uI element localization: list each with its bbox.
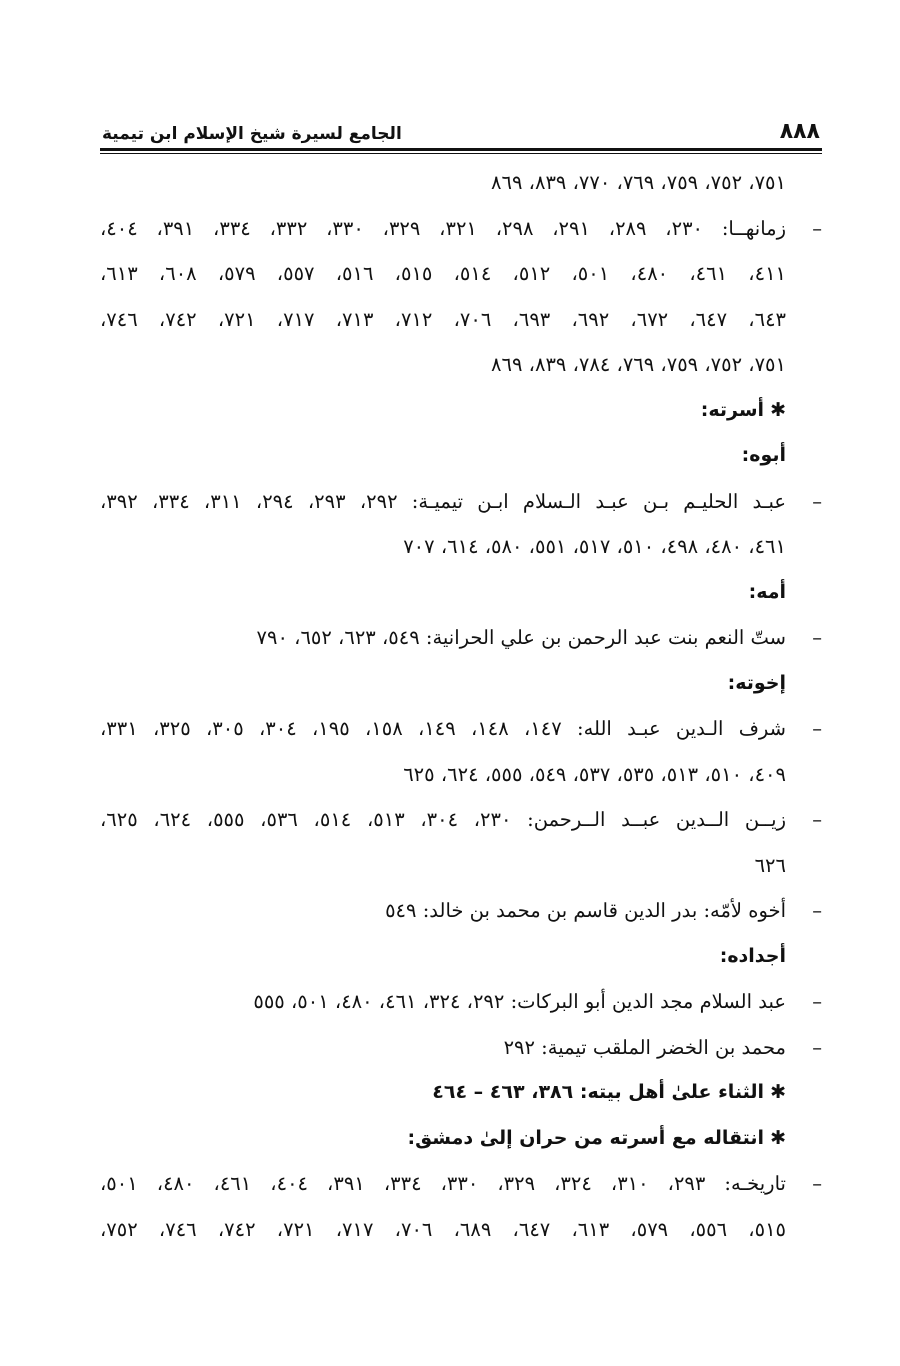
index-line: ٦٤٣، ٦٤٧، ٦٧٢، ٦٩٢، ٦٩٣، ٧٠٦، ٧١٢، ٧١٣، ٧١٧، ٧٢١، ٧٤٢، ٧٤٦،	[100, 307, 786, 331]
index-line: ٤٠٩، ٥١٠، ٥١٣، ٥٣٥، ٥٣٧، ٥٤٩، ٥٥٥، ٦٢٤، ٦٢٥	[403, 762, 786, 786]
subheading-ikhwatuh: إخوته:	[727, 671, 786, 694]
header-rule-thin	[100, 153, 822, 154]
dash-marker: –	[812, 216, 822, 240]
dash-marker: –	[812, 990, 822, 1013]
dash-marker: –	[812, 899, 822, 922]
book-page	[100, 110, 822, 1252]
page-number: ٨٨٨	[779, 119, 820, 144]
dash-marker: –	[812, 1035, 822, 1059]
index-line: تاريخـه: ٢٩٣، ٣١٠، ٣٢٤، ٣٢٩، ٣٣٠، ٣٣٤، ٣٩١، ٤٠٤، ٤٦١، ٤٨٠، ٥٠١،	[100, 1172, 786, 1195]
heading-text: انتقاله مع أسرته من حران إلىٰ دمشق:	[407, 1126, 765, 1149]
index-entry-grandfather	[100, 979, 822, 1025]
index-line: محمد بن الخضر الملقب تيمية: ٢٩٢	[503, 1035, 786, 1059]
dash-marker: –	[812, 1172, 822, 1195]
heading-text: أسرته:	[700, 398, 765, 421]
index-line: ٧٥١، ٧٥٢، ٧٥٩، ٧٦٩، ٧٧٠، ٨٣٩، ٨٦٩	[491, 171, 786, 194]
index-line: عبد السلام مجد الدين أبو البركات: ٢٩٢، ٣٢٤، ٤٦١، ٤٨٠، ٥٠١، ٥٥٥	[253, 990, 786, 1013]
dash-marker: –	[812, 808, 822, 831]
dash-marker: –	[812, 626, 822, 649]
index-line: أخوه لأمّه: بدر الدين قاسم بن محمد بن خالد: ٥٤٩	[385, 899, 786, 922]
index-entry-mother	[100, 615, 822, 661]
index-line: ٤١١، ٤٦١، ٤٨٠، ٥٠١، ٥١٢، ٥١٤، ٥١٥، ٥١٦، ٥٥٧، ٥٧٩، ٦٠٨، ٦١٣،	[100, 262, 786, 285]
book-title: الجامع لسيرة شيخ الإسلام ابن تيمية	[102, 124, 402, 144]
index-entry-tarikh	[100, 1161, 822, 1252]
header-rule-thick	[100, 148, 822, 151]
index-content	[100, 160, 822, 1252]
index-line: زمانهــا: ٢٣٠، ٢٨٩، ٢٩١، ٢٩٨، ٣٢١، ٣٢٩، ٣٣٠، ٣٣٢، ٣٣٤، ٣٩١، ٤٠٤،	[100, 216, 786, 240]
asterisk-icon: ✱	[770, 1126, 786, 1149]
index-entry-sharaf	[100, 706, 822, 797]
index-entry-father	[100, 479, 822, 570]
index-line: ستّ النعم بنت عبد الرحمن بن علي الحرانية: ٥٤٩، ٦٢٣، ٦٥٢، ٧٩٠	[256, 626, 786, 649]
dash-marker: –	[812, 489, 822, 513]
index-entry-zaman	[100, 206, 822, 388]
subheading-ummuh: أمه:	[748, 580, 786, 603]
section-heading-intiqal	[100, 1116, 822, 1162]
index-line: ٦٢٦	[754, 853, 786, 877]
index-line: شرف الـدين عبـد الله: ١٤٧، ١٤٨، ١٤٩، ١٥٨، ١٩٥، ٣٠٤، ٣٠٥، ٣٢٥، ٣٣١،	[100, 717, 786, 740]
index-line: زيــن الــدين عبــد الــرحمن: ٢٣٠، ٣٠٤، ٥١٣، ٥١٤، ٥٣٦، ٥٥٥، ٦٢٤، ٦٢٥،	[100, 808, 786, 831]
index-entry-half-brother	[100, 888, 822, 934]
running-header	[100, 110, 822, 144]
asterisk-icon: ✱	[770, 1081, 786, 1103]
index-entry-zayn	[100, 797, 822, 888]
index-line: ٧٥١، ٧٥٢، ٧٥٩، ٧٦٩، ٧٨٤، ٨٣٩، ٨٦٩	[491, 353, 786, 376]
section-heading-usratuh	[100, 388, 822, 434]
subheading-ajdaduh: أجداده:	[719, 944, 786, 967]
section-heading-thana	[100, 1070, 822, 1116]
index-line: ٤٦١، ٤٨٠، ٤٩٨، ٥١٠، ٥١٧، ٥٥١، ٥٨٠، ٦١٤، ٧٠٧	[403, 535, 786, 558]
dash-marker: –	[812, 717, 822, 740]
index-entry-great-grandfather	[100, 1025, 822, 1071]
subheading-abuh: أبوه:	[741, 444, 786, 466]
asterisk-icon: ✱	[770, 398, 786, 421]
index-line: عبـد الحليـم بـن عبـد الـسلام ابـن تيميـة: ٢٩٢، ٢٩٣، ٢٩٤، ٣١١، ٣٣٤، ٣٩٢،	[100, 489, 786, 513]
heading-text: الثناء علىٰ أهل بيته: ٣٨٦، ٤٦٣ – ٤٦٤	[432, 1081, 765, 1103]
index-line: ٥١٥، ٥٥٦، ٥٧٩، ٦١٣، ٦٤٧، ٦٨٩، ٧٠٦، ٧١٧، ٧٢١، ٧٤٢، ٧٤٦، ٧٥٢،	[100, 1217, 786, 1241]
